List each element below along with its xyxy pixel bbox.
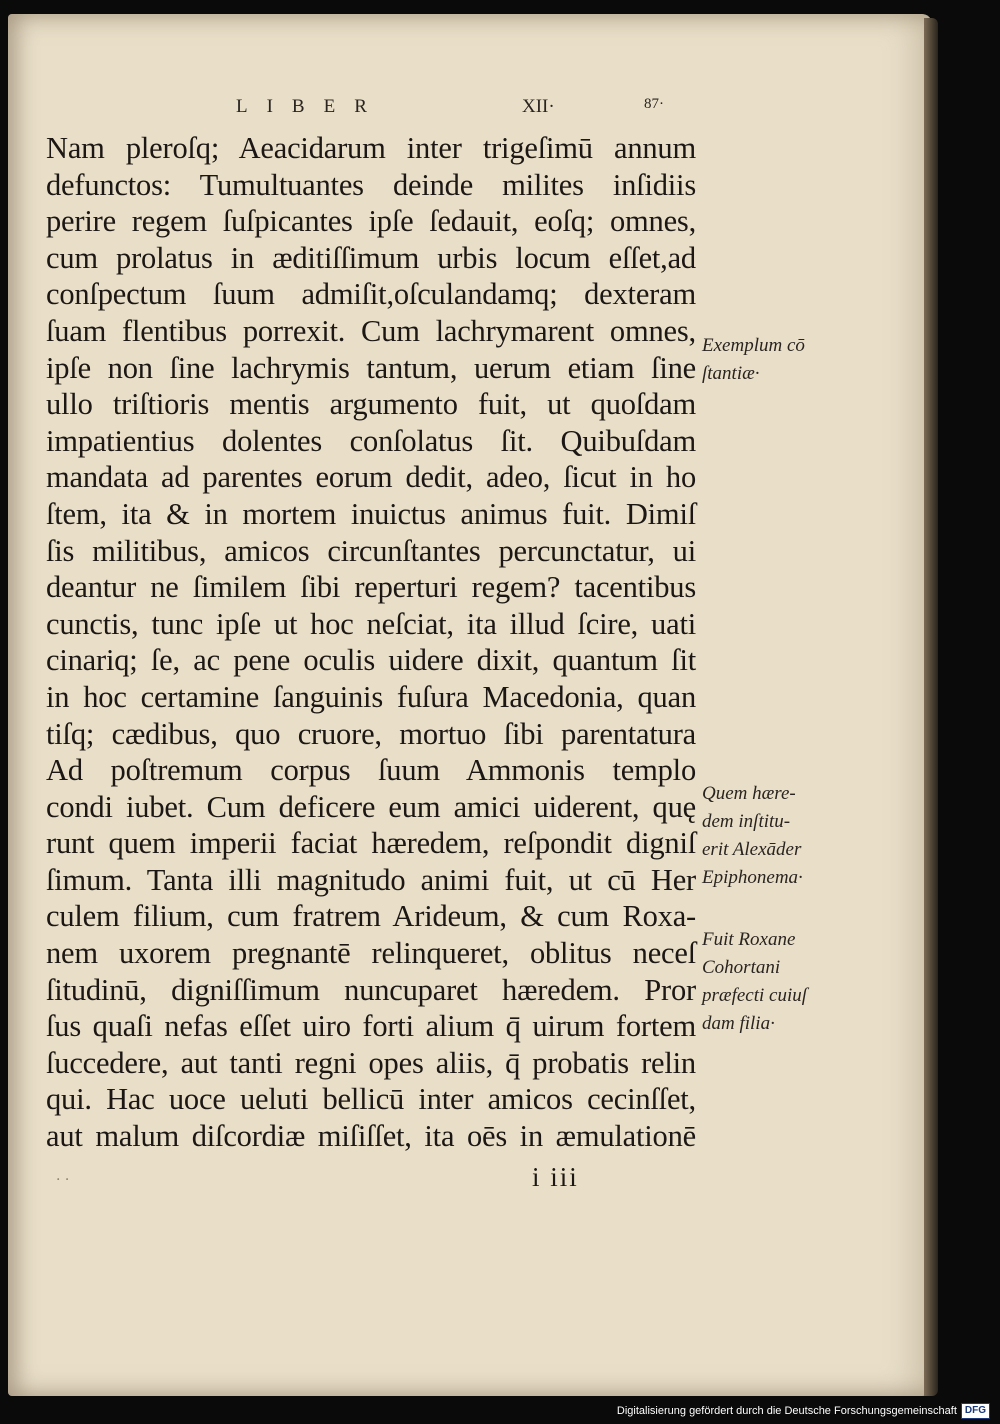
- text-line: nem uxorem pregnantē relinqueret, oblitus neceſ: [46, 936, 696, 971]
- marginal-line: præfecti cuiuſ: [702, 985, 808, 1006]
- text-line: aut malum diſcordiæ miſiſſet, ita oēs in æmulationē: [46, 1119, 696, 1154]
- marginal-note-exemplum: [702, 332, 805, 388]
- text-line: perire regem ſuſpicantes ipſe ſedauit, eoſq; omnes,: [46, 204, 696, 239]
- marginal-line: Quem hære-: [702, 783, 796, 804]
- text-line: runt quem imperii faciat hæredem, reſpondit digniſ: [46, 826, 696, 861]
- text-line: cinariq; ſe, ac pene oculis uidere dixit, quantum ſit: [46, 643, 696, 678]
- text-line: deantur ne ſimilem ſibi reperturi regem? tacentibus: [46, 570, 696, 605]
- marginal-line: erit Alexāder: [702, 839, 802, 860]
- text-line: ſtem, ita & in mortem inuictus animus fuit. Dimiſ: [46, 496, 696, 531]
- marginal-line: Exemplum cō: [702, 335, 805, 356]
- text-line: impatientius dolentes conſolatus ſit. Quibuſdam: [46, 423, 696, 458]
- text-line: in hoc certamine ſanguinis fuſura Macedonia, quan: [46, 679, 696, 714]
- page-edge: [924, 18, 938, 1396]
- running-head: [0, 96, 1000, 126]
- text-line: culem filium, cum fratrem Arideum, & cum Roxa-: [46, 899, 696, 934]
- main-text-block: [46, 130, 696, 1155]
- text-line: ſitudinū, digniſſimum nuncuparet hæredem. Pror: [46, 972, 696, 1007]
- text-line: Nam pleroſq; Aeacidarum inter trigeſimū annum: [46, 131, 696, 165]
- marginal-note-haeredem: [702, 780, 803, 892]
- text-line: mandata ad parentes eorum dedit, adeo, ſicut in ho: [46, 460, 696, 495]
- text-line: condi iubet. Cum deficere eum amici uiderent, quę: [46, 789, 696, 824]
- text-line: cum prolatus in æditiſſimum urbis locum eſſet,ad: [46, 240, 696, 275]
- text-line: qui. Hac uoce ueluti bellicū inter amicos cecinſſet,: [46, 1082, 696, 1117]
- text-line: defunctos: Tumultuantes deinde milites inſidiis: [46, 167, 696, 202]
- text-line: conſpectum ſuum admiſit,oſculandamq; dexteram: [46, 277, 696, 312]
- dfg-logo: DFG: [961, 1403, 990, 1419]
- text-line: ſimum. Tanta illi magnitudo animi fuit, ut cū Her: [46, 862, 696, 897]
- text-line: ipſe non ſine lachrymis tantum, uerum etiam ſine: [46, 350, 696, 385]
- marginal-line: ſtantiæ·: [702, 363, 760, 384]
- ink-specks: · ·: [56, 1172, 70, 1188]
- marginal-line: Epiphonema·: [702, 867, 803, 888]
- digitization-credit: [617, 1402, 990, 1420]
- folio-number: 87·: [644, 96, 664, 112]
- marginal-line: Cohortani: [702, 957, 781, 978]
- marginal-line: dam filia·: [702, 1013, 775, 1034]
- running-head-number: XII·: [522, 96, 555, 117]
- text-line: cunctis, tunc ipſe ut hoc neſciat, ita illud ſcire, uati: [46, 606, 696, 641]
- text-line: ſus quaſi nefas eſſet uiro forti alium q̄ uirum fortem: [46, 1009, 696, 1044]
- text-line: ſuam flentibus porrexit. Cum lachrymarent omnes,: [46, 313, 696, 348]
- credit-text: Digitalisierung gefördert durch die Deutsche Forschungsgemeinschaft: [616, 1405, 957, 1417]
- text-line: Ad poſtremum corpus ſuum Ammonis templo: [46, 753, 696, 788]
- text-line: ſuccedere, aut tanti regni opes aliis, q̄ probatis relin: [46, 1045, 696, 1080]
- text-line: tiſq; cædibus, quo cruore, mortuo ſibi parentatura: [46, 716, 696, 751]
- text-line: ſis militibus, amicos circunſtantes percunctatur, ui: [46, 533, 696, 568]
- marginal-line: Fuit Roxane: [702, 929, 796, 950]
- text-line: ullo triſtioris mentis argumento fuit, ut quoſdam: [46, 387, 696, 422]
- marginal-note-roxane: [702, 926, 807, 1038]
- signature-mark: i iii: [532, 1162, 579, 1192]
- marginal-line: dem inſtitu-: [702, 811, 791, 832]
- running-head-book: LIBER: [236, 96, 386, 117]
